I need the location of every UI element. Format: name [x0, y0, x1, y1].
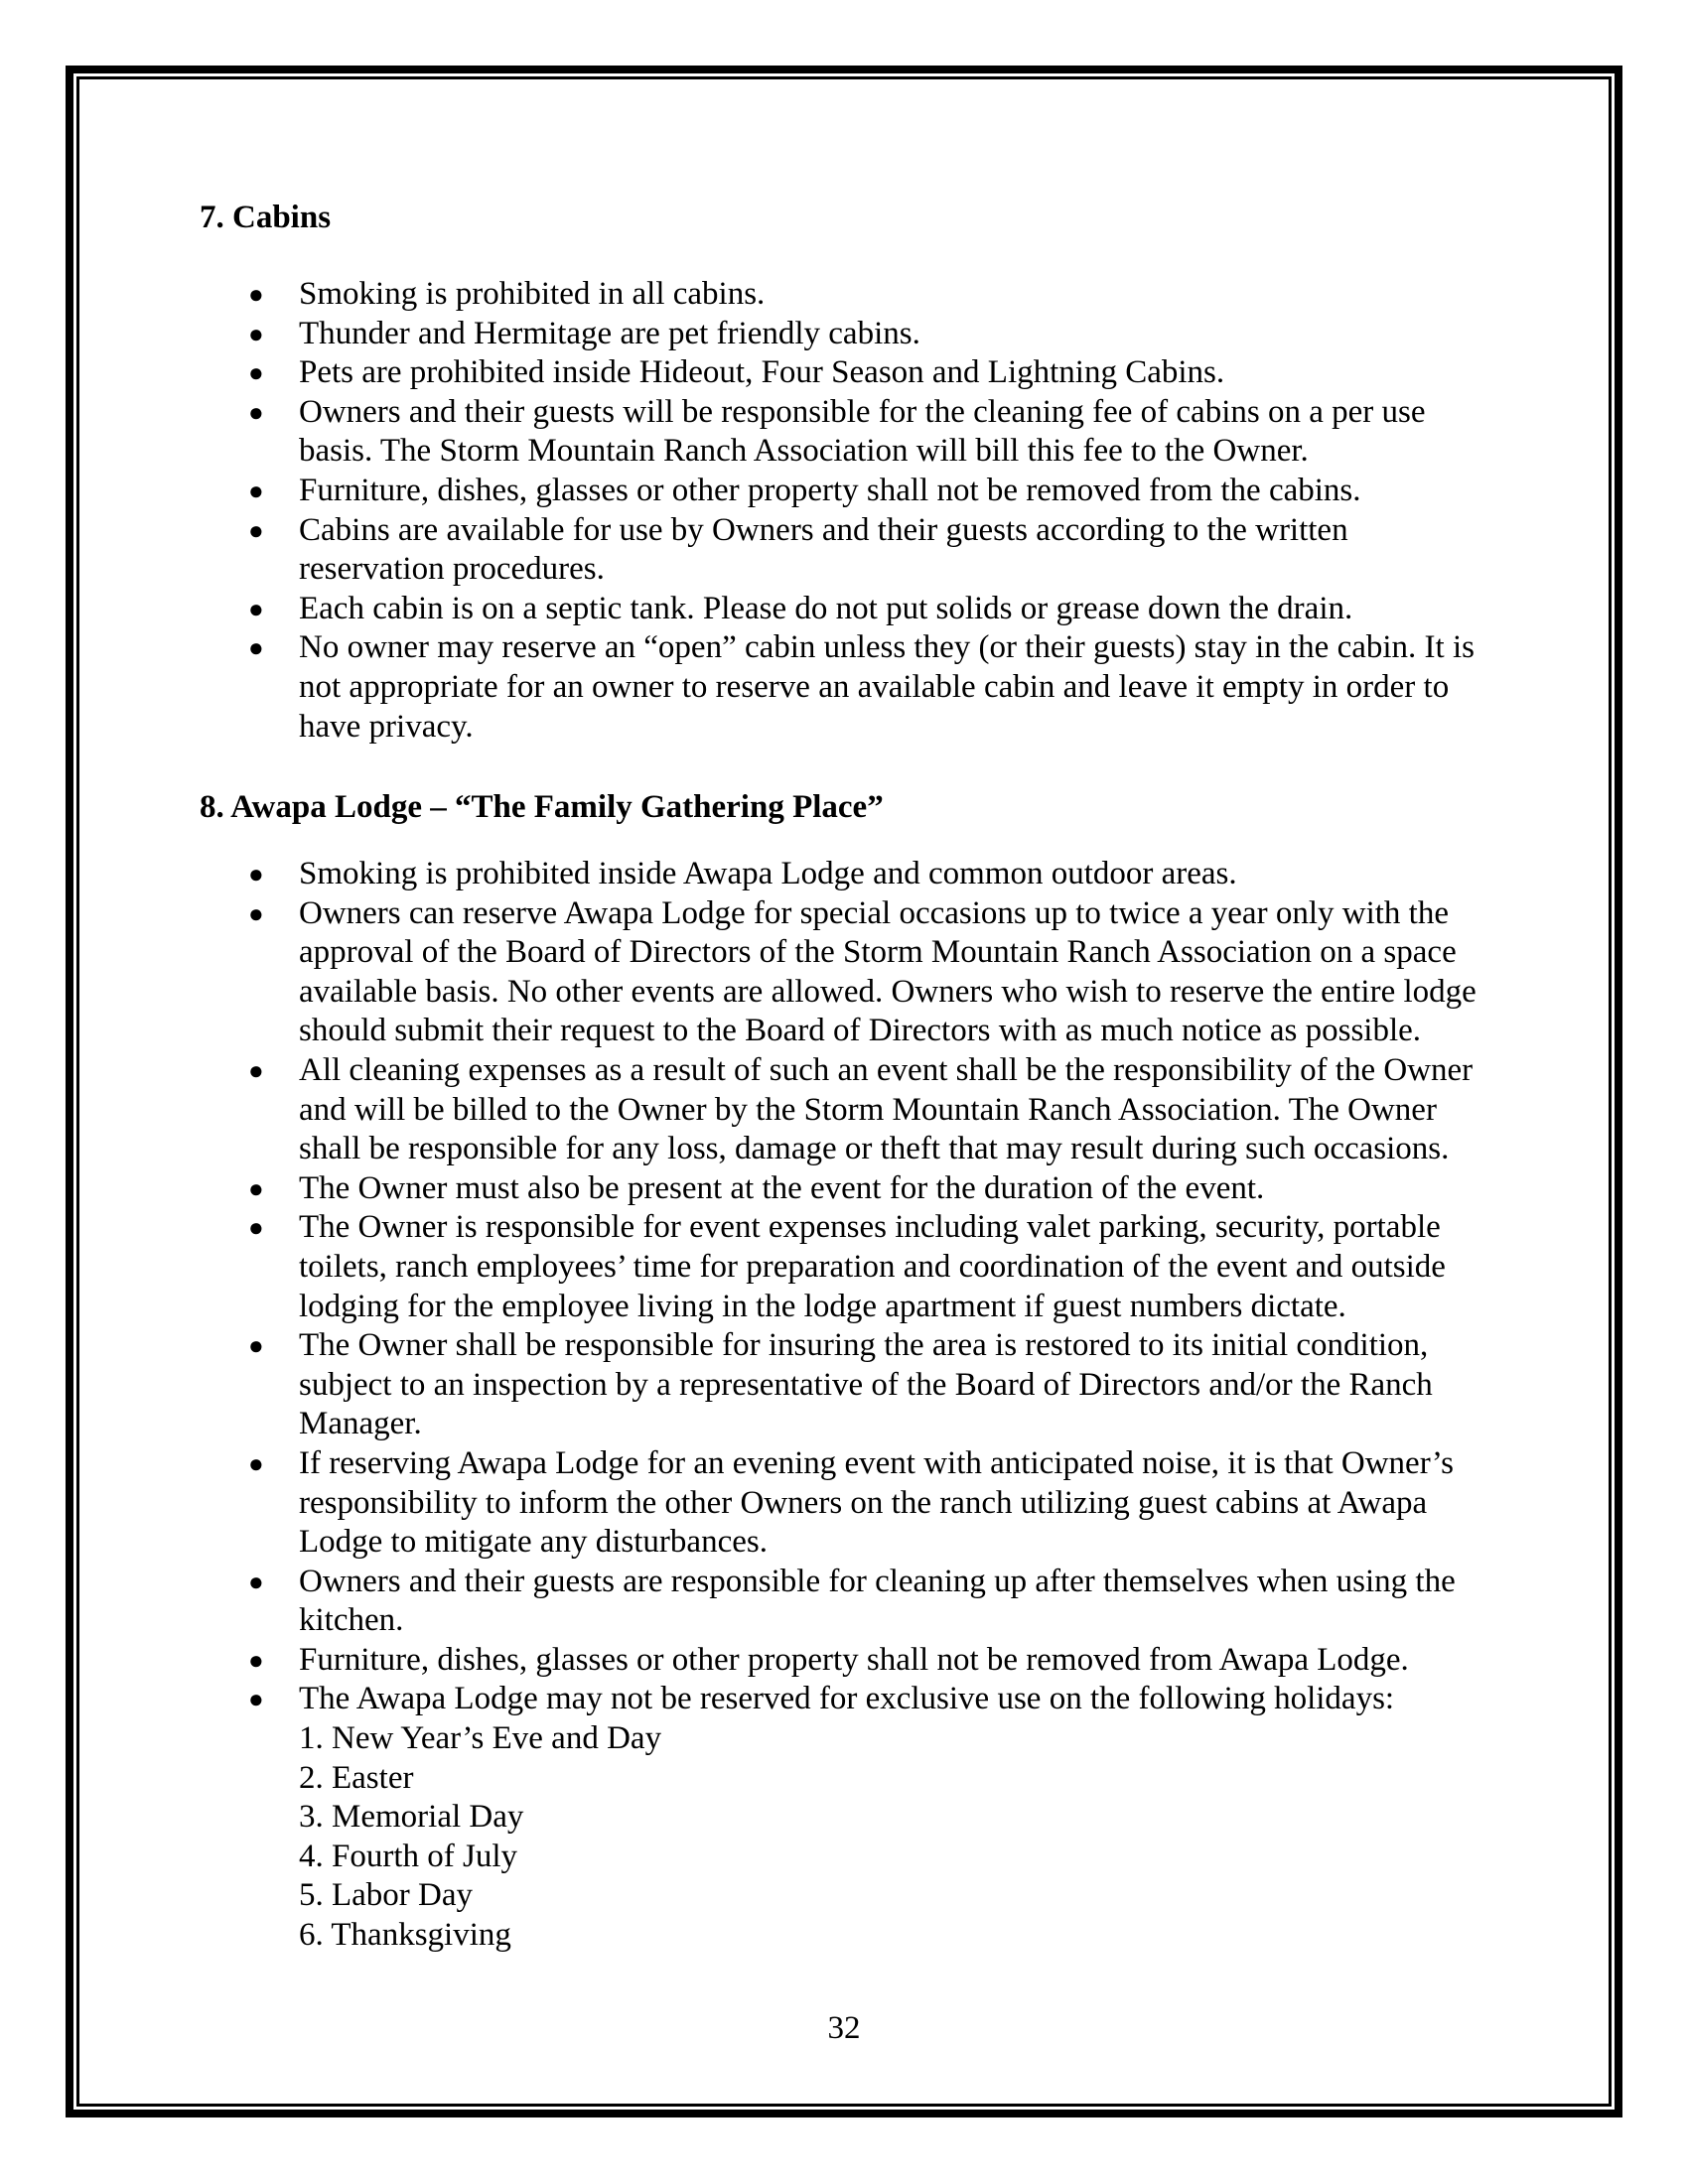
bullet-icon: ●	[248, 1213, 264, 1243]
page-number: 32	[827, 2010, 861, 2046]
rule-text-line: Smoking is prohibited inside Awapa Lodge and common outdoor areas.	[299, 856, 1237, 891]
rule-text-line: 4. Fourth of July	[299, 1838, 518, 1874]
rule-text-line: Owners and their guests are responsible for cleaning up after themselves when using the	[299, 1563, 1456, 1599]
rule-text-line: reservation procedures.	[299, 551, 605, 588]
rule-text-line: Owners and their guests will be responsible for the cleaning fee of cabins on a per use	[299, 393, 1426, 430]
bullet-icon: ●	[248, 594, 264, 623]
rule-list-item	[200, 1641, 1477, 1681]
bullet-icon: ●	[248, 280, 264, 309]
rule-list-item	[200, 1208, 1477, 1326]
rule-text-line: 1. New Year’s Eve and Day	[299, 1720, 662, 1757]
rule-text-line: should submit their request to the Board of Directors with as much notice as possible.	[299, 1013, 1422, 1049]
rule-list-item	[200, 628, 1475, 747]
rule-list-item	[200, 511, 1475, 590]
rule-list-item	[200, 393, 1475, 472]
bullet-icon: ●	[248, 860, 264, 888]
rule-text-line: lodging for the employee living in the lodge apartment if guest numbers dictate.	[299, 1288, 1346, 1324]
rule-text-line: Owners can reserve Awapa Lodge for special occasions up to twice a year only with the	[299, 894, 1449, 931]
rule-text-line: The Awapa Lodge may not be reserved for exclusive use on the following holidays:	[299, 1681, 1395, 1717]
rule-list-item	[200, 1444, 1477, 1563]
rule-text-line: All cleaning expenses as a result of such an event shall be the responsibility of the Owner	[299, 1051, 1474, 1088]
rule-text-line: 5. Labor Day	[299, 1877, 474, 1914]
bullet-icon: ●	[248, 397, 264, 427]
bullet-icon: ●	[248, 1055, 264, 1085]
rule-text-line: subject to an inspection by a representative of the Board of Directors and/or the Ranch	[299, 1366, 1433, 1403]
rule-text-line: Furniture, dishes, glasses or other property shall not be removed from the cabins.	[299, 472, 1361, 508]
rule-text-line: kitchen.	[299, 1602, 404, 1639]
rule-list-item	[200, 1051, 1477, 1169]
bullet-icon: ●	[248, 898, 264, 928]
bullet-icon: ●	[248, 1173, 264, 1203]
awapa-lodge-rule-list	[200, 855, 1477, 1956]
rule-text-line: basis. The Storm Mountain Ranch Association will bill this fee to the Owner.	[299, 433, 1309, 470]
rule-text-line: not appropriate for an owner to reserve an available cabin and leave it empty in order to	[299, 668, 1450, 705]
rule-text-line: Pets are prohibited inside Hideout, Four Season and Lightning Cabins.	[299, 354, 1225, 391]
rule-text-line: and will be billed to the Owner by the Storm Mountain Ranch Association. The Owner	[299, 1091, 1437, 1128]
rule-text-line: The Owner is responsible for event expenses including valet parking, security, portable	[299, 1209, 1441, 1246]
rule-text-line: If reserving Awapa Lodge for an evening event with anticipated noise, it is that Owner’s	[299, 1444, 1454, 1481]
rule-text-line: 2. Easter	[299, 1759, 414, 1796]
bullet-icon: ●	[248, 515, 264, 545]
rule-list-item	[200, 315, 1475, 354]
rule-text-line: 6. Thanksgiving	[299, 1917, 511, 1954]
rule-text-line: responsibility to inform the other Owners on the ranch utilizing guest cabins at Awapa	[299, 1484, 1428, 1521]
rule-list-item	[200, 855, 1477, 894]
section-heading-awapa-lodge: 8. Awapa Lodge – “The Family Gathering Place”	[200, 789, 884, 825]
rule-list-item	[200, 1680, 1477, 1955]
rule-list-item	[200, 275, 1475, 315]
rule-text-line: have privacy.	[299, 708, 474, 745]
rule-text-line: toilets, ranch employees’ time for preparation and coordination of the event and outside	[299, 1248, 1446, 1285]
rule-text-line: Thunder and Hermitage are pet friendly cabins.	[299, 315, 920, 351]
bullet-icon: ●	[248, 358, 264, 388]
rule-list-item	[200, 894, 1477, 1051]
cabins-rule-list	[200, 275, 1475, 747]
bullet-icon: ●	[248, 476, 264, 505]
rule-text-line: approval of the Board of Directors of the Storm Mountain Ranch Association on a space	[299, 934, 1457, 971]
rule-text-line: Smoking is prohibited in all cabins.	[299, 276, 766, 312]
rule-list-item	[200, 1563, 1477, 1641]
rule-list-item	[200, 472, 1475, 511]
bullet-icon: ●	[248, 1645, 264, 1675]
bullet-icon: ●	[248, 319, 264, 348]
rule-text-line: No owner may reserve an “open” cabin unless they (or their guests) stay in the cabin. It is	[299, 629, 1475, 666]
rule-text-line: The Owner must also be present at the event for the duration of the event.	[299, 1169, 1265, 1206]
bullet-icon: ●	[248, 1685, 264, 1714]
section-heading-cabins: 7. Cabins	[200, 200, 332, 235]
rule-text-line: Manager.	[299, 1406, 422, 1442]
rule-list-item	[200, 353, 1475, 393]
rule-text-line: Furniture, dishes, glasses or other property shall not be removed from Awapa Lodge.	[299, 1641, 1409, 1678]
rule-list-item	[200, 1169, 1477, 1209]
bullet-icon: ●	[248, 1331, 264, 1361]
bullet-icon: ●	[248, 1567, 264, 1596]
rule-list-item	[200, 590, 1475, 629]
rule-list-item	[200, 1326, 1477, 1444]
rule-text-line: available basis. No other events are allowed. Owners who wish to reserve the entire lodge	[299, 973, 1477, 1010]
rule-text-line: Each cabin is on a septic tank. Please do not put solids or grease down the drain.	[299, 590, 1353, 626]
rule-text-line: 3. Memorial Day	[299, 1799, 524, 1836]
rule-text-line: shall be responsible for any loss, damage or theft that may result during such occasions.	[299, 1131, 1450, 1167]
bullet-icon: ●	[248, 633, 264, 663]
rule-text-line: Cabins are available for use by Owners and their guests according to the written	[299, 511, 1348, 548]
bullet-icon: ●	[248, 1448, 264, 1478]
rule-text-line: Lodge to mitigate any disturbances.	[299, 1524, 768, 1561]
rule-text-line: The Owner shall be responsible for insuring the area is restored to its initial condition,	[299, 1327, 1429, 1364]
